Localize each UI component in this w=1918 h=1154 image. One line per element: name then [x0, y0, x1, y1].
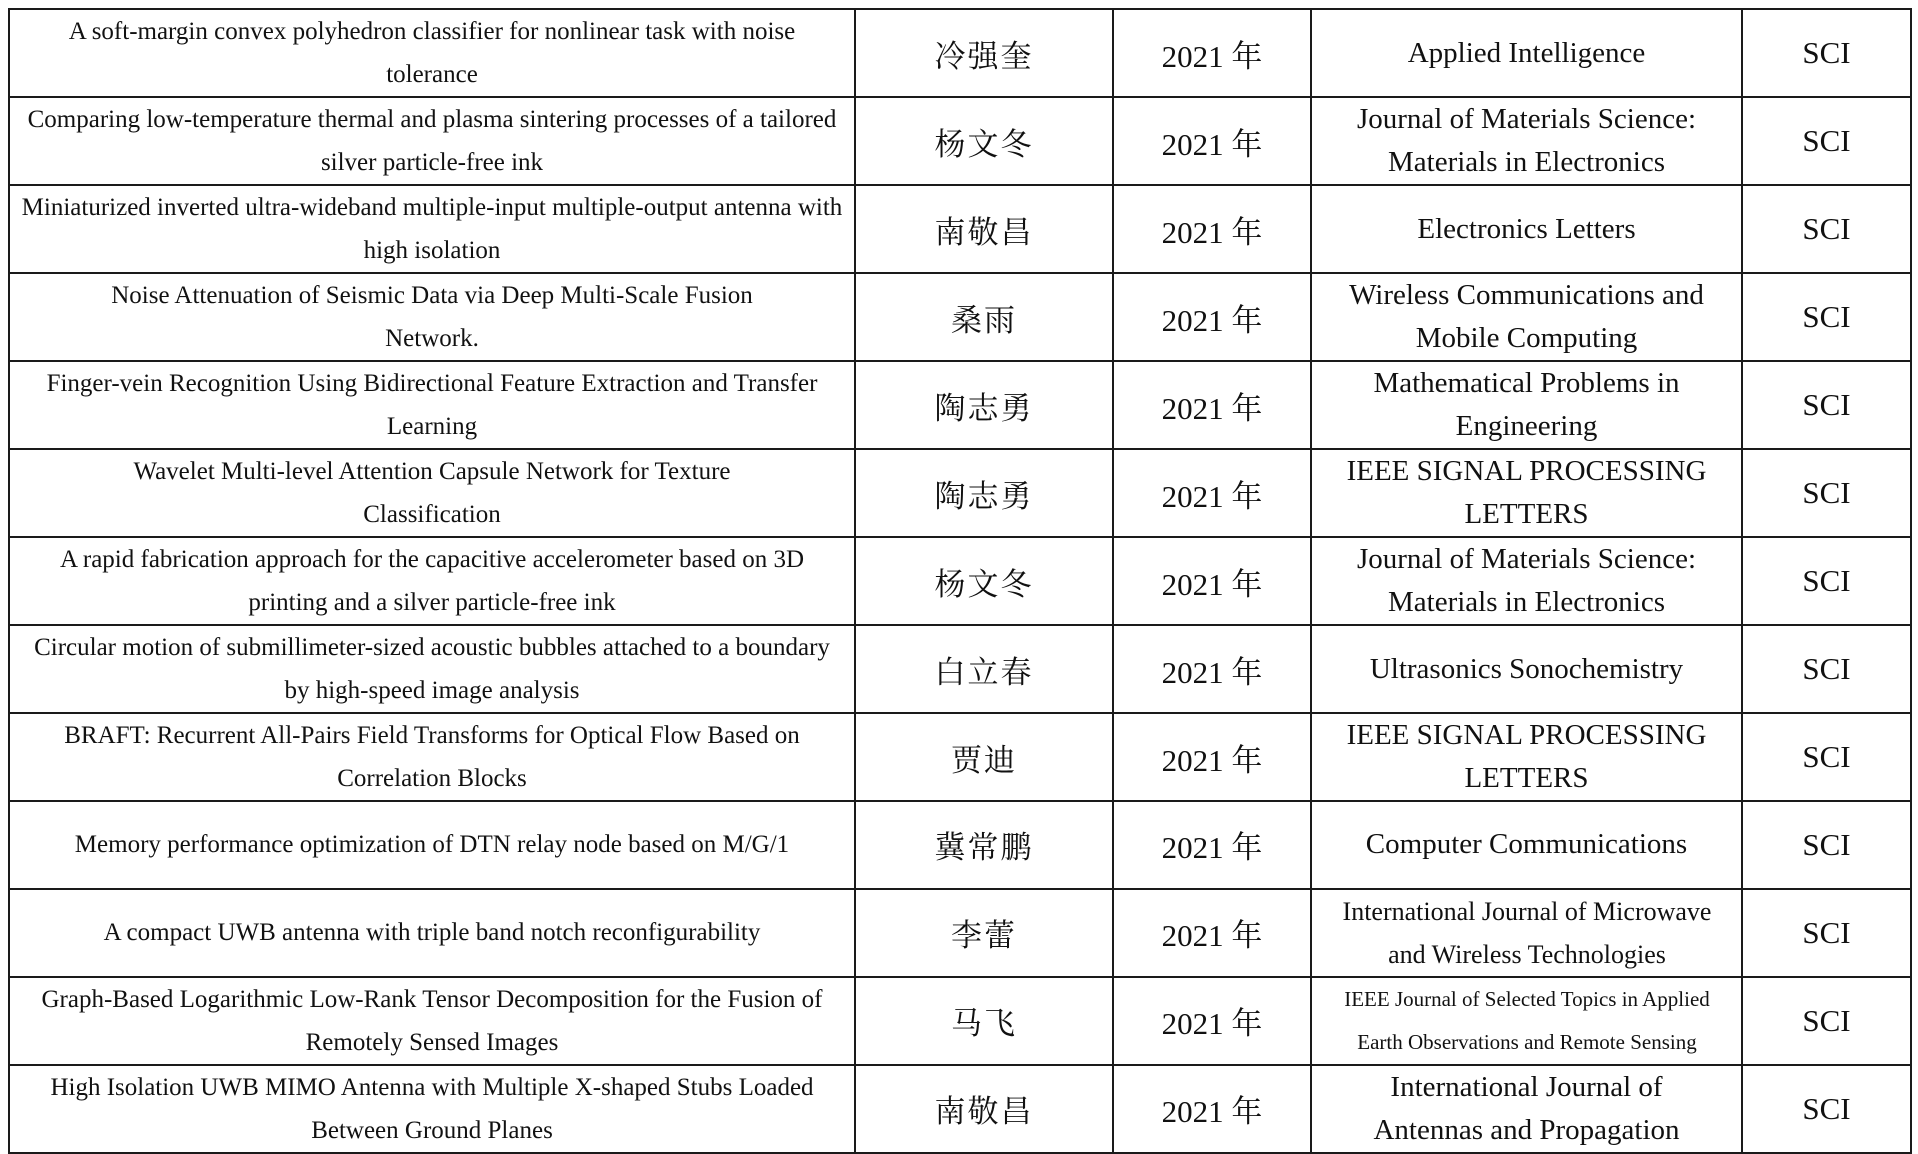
journal-name: Applied Intelligence	[1407, 36, 1646, 69]
journal-cell	[1311, 361, 1742, 449]
year-cell	[1113, 273, 1311, 361]
journal-name: Wireless Communications and Mobile Computing	[1349, 279, 1704, 354]
publication-year: 2021 年	[1161, 742, 1263, 778]
table-row	[9, 801, 1911, 889]
paper-title-cell	[9, 449, 855, 537]
year-cell	[1113, 449, 1311, 537]
journal-cell	[1311, 97, 1742, 185]
index-type: SCI	[1802, 1090, 1851, 1126]
paper-title-cell	[9, 273, 855, 361]
paper-title-cell	[9, 361, 855, 449]
year-cell	[1113, 9, 1311, 97]
author-name: 杨文冬	[934, 566, 1034, 602]
index-type: SCI	[1802, 563, 1851, 598]
index-cell	[1742, 185, 1911, 273]
paper-title-cell	[9, 977, 855, 1065]
year-cell	[1113, 713, 1311, 801]
paper-title-cell	[9, 537, 855, 625]
paper-title: A compact UWB antenna with triple band notch reconfigurability	[103, 919, 761, 947]
author-name: 马飞	[951, 1006, 1017, 1042]
paper-title: Comparing low-temperature thermal and plasma sintering processes of a tailored silver particle-free ink	[27, 106, 837, 176]
index-cell	[1742, 801, 1911, 889]
journal-name: IEEE Journal of Selected Topics in Applied Earth Observations and Remote Sensing	[1344, 986, 1710, 1054]
index-type: SCI	[1802, 1002, 1851, 1038]
paper-title: Wavelet Multi-level Attention Capsule Network for Texture Classification	[133, 458, 731, 528]
author-name: 南敬昌	[934, 1094, 1034, 1130]
paper-title-cell	[9, 97, 855, 185]
author-cell	[855, 449, 1113, 537]
publication-year: 2021 年	[1161, 214, 1263, 250]
index-type: SCI	[1802, 914, 1851, 950]
index-cell	[1742, 361, 1911, 449]
table-row	[9, 713, 1911, 801]
paper-title: High Isolation UWB MIMO Antenna with Multiple X-shaped Stubs Loaded Between Ground Planes	[50, 1073, 814, 1144]
index-cell	[1742, 713, 1911, 801]
index-type: SCI	[1802, 35, 1851, 70]
index-type: SCI	[1802, 123, 1851, 158]
paper-title: Noise Attenuation of Seismic Data via Deep Multi-Scale Fusion Network.	[111, 282, 753, 352]
journal-cell	[1311, 977, 1742, 1065]
table-row	[9, 537, 1911, 625]
journal-cell	[1311, 9, 1742, 97]
journal-name: International Journal of Microwave and Wireless Technologies	[1342, 896, 1712, 969]
journal-cell	[1311, 185, 1742, 273]
journal-name: International Journal of Antennas and Propagation	[1373, 1070, 1680, 1146]
paper-title: Miniaturized inverted ultra-wideband multiple-input multiple-output antenna with high isolation	[21, 194, 843, 264]
publication-year: 2021 年	[1161, 302, 1263, 338]
publication-year: 2021 年	[1161, 566, 1263, 602]
author-cell	[855, 97, 1113, 185]
index-type: SCI	[1802, 475, 1851, 510]
index-cell	[1742, 889, 1911, 977]
year-cell	[1113, 537, 1311, 625]
author-cell	[855, 801, 1113, 889]
author-cell	[855, 977, 1113, 1065]
table-row	[9, 273, 1911, 361]
journal-name: IEEE SIGNAL PROCESSING LETTERS	[1346, 719, 1707, 794]
paper-title: Graph-Based Logarithmic Low-Rank Tensor Decomposition for the Fusion of Remotely Sensed Images	[41, 985, 823, 1056]
index-cell	[1742, 977, 1911, 1065]
publication-year: 2021 年	[1161, 38, 1263, 74]
table-row	[9, 1065, 1911, 1153]
publication-year: 2021 年	[1161, 390, 1263, 426]
paper-title: Finger-vein Recognition Using Bidirectional Feature Extraction and Transfer Learning	[46, 370, 818, 440]
index-cell	[1742, 537, 1911, 625]
author-name: 冷强奎	[934, 38, 1034, 74]
index-type: SCI	[1802, 651, 1851, 686]
author-cell	[855, 889, 1113, 977]
journal-cell	[1311, 449, 1742, 537]
author-cell	[855, 273, 1113, 361]
journal-name: Mathematical Problems in Engineering	[1373, 367, 1680, 442]
author-name: 白立春	[934, 654, 1034, 690]
index-type: SCI	[1802, 826, 1851, 862]
author-cell	[855, 1065, 1113, 1153]
year-cell	[1113, 1065, 1311, 1153]
journal-cell	[1311, 889, 1742, 977]
publication-year: 2021 年	[1161, 830, 1263, 866]
journal-cell	[1311, 537, 1742, 625]
year-cell	[1113, 801, 1311, 889]
year-cell	[1113, 889, 1311, 977]
paper-title-cell	[9, 713, 855, 801]
publication-table	[8, 8, 1912, 1154]
journal-name: Ultrasonics Sonochemistry	[1369, 652, 1684, 685]
author-cell	[855, 625, 1113, 713]
author-cell	[855, 185, 1113, 273]
journal-cell	[1311, 625, 1742, 713]
index-cell	[1742, 625, 1911, 713]
paper-title: Circular motion of submillimeter-sized acoustic bubbles attached to a boundary by high-speed image analysis	[34, 634, 830, 704]
author-name: 李蕾	[951, 918, 1017, 954]
table-row	[9, 9, 1911, 97]
index-cell	[1742, 9, 1911, 97]
journal-cell	[1311, 713, 1742, 801]
index-type: SCI	[1802, 299, 1851, 334]
table-row	[9, 97, 1911, 185]
author-cell	[855, 537, 1113, 625]
paper-title: Memory performance optimization of DTN relay node based on M/G/1	[74, 831, 790, 859]
year-cell	[1113, 97, 1311, 185]
author-name: 杨文冬	[934, 126, 1034, 162]
publication-year: 2021 年	[1161, 126, 1263, 162]
journal-cell	[1311, 1065, 1742, 1153]
journal-cell	[1311, 801, 1742, 889]
paper-title-cell	[9, 625, 855, 713]
journal-name: IEEE SIGNAL PROCESSING LETTERS	[1346, 455, 1707, 530]
table-row	[9, 977, 1911, 1065]
year-cell	[1113, 625, 1311, 713]
year-cell	[1113, 977, 1311, 1065]
index-cell	[1742, 273, 1911, 361]
journal-name: Computer Communications	[1365, 828, 1688, 861]
author-name: 冀常鹏	[934, 830, 1034, 866]
table-row	[9, 625, 1911, 713]
paper-title-cell	[9, 889, 855, 977]
paper-title-cell	[9, 185, 855, 273]
publication-year: 2021 年	[1161, 654, 1263, 690]
author-name: 南敬昌	[934, 214, 1034, 250]
index-type: SCI	[1802, 387, 1851, 422]
table-row	[9, 889, 1911, 977]
journal-cell	[1311, 273, 1742, 361]
publication-year: 2021 年	[1161, 1006, 1263, 1042]
author-name: 贾迪	[951, 742, 1017, 778]
index-type: SCI	[1802, 739, 1851, 774]
paper-title-cell	[9, 9, 855, 97]
paper-title: BRAFT: Recurrent All-Pairs Field Transforms for Optical Flow Based on Correlation Blocks	[64, 722, 800, 792]
journal-name: Electronics Letters	[1417, 212, 1636, 245]
year-cell	[1113, 185, 1311, 273]
author-cell	[855, 713, 1113, 801]
author-name: 陶志勇	[934, 478, 1034, 514]
index-cell	[1742, 449, 1911, 537]
author-cell	[855, 361, 1113, 449]
author-name: 桑雨	[951, 302, 1017, 338]
paper-title: A soft-margin convex polyhedron classifier for nonlinear task with noise tolerance	[68, 18, 796, 88]
publication-year: 2021 年	[1161, 918, 1263, 954]
table-row	[9, 185, 1911, 273]
journal-name: Journal of Materials Science: Materials in Electronics	[1356, 543, 1697, 618]
author-cell	[855, 9, 1113, 97]
author-name: 陶志勇	[934, 390, 1034, 426]
paper-title-cell	[9, 801, 855, 889]
publication-table-body	[9, 9, 1911, 1153]
journal-name: Journal of Materials Science: Materials in Electronics	[1356, 103, 1697, 178]
index-cell	[1742, 97, 1911, 185]
publication-year: 2021 年	[1161, 478, 1263, 514]
year-cell	[1113, 361, 1311, 449]
table-row	[9, 449, 1911, 537]
table-row	[9, 361, 1911, 449]
index-type: SCI	[1802, 211, 1851, 246]
index-cell	[1742, 1065, 1911, 1153]
paper-title: A rapid fabrication approach for the capacitive accelerometer based on 3D printing and a silver particle-free ink	[59, 546, 805, 616]
paper-title-cell	[9, 1065, 855, 1153]
publication-year: 2021 年	[1161, 1094, 1263, 1130]
